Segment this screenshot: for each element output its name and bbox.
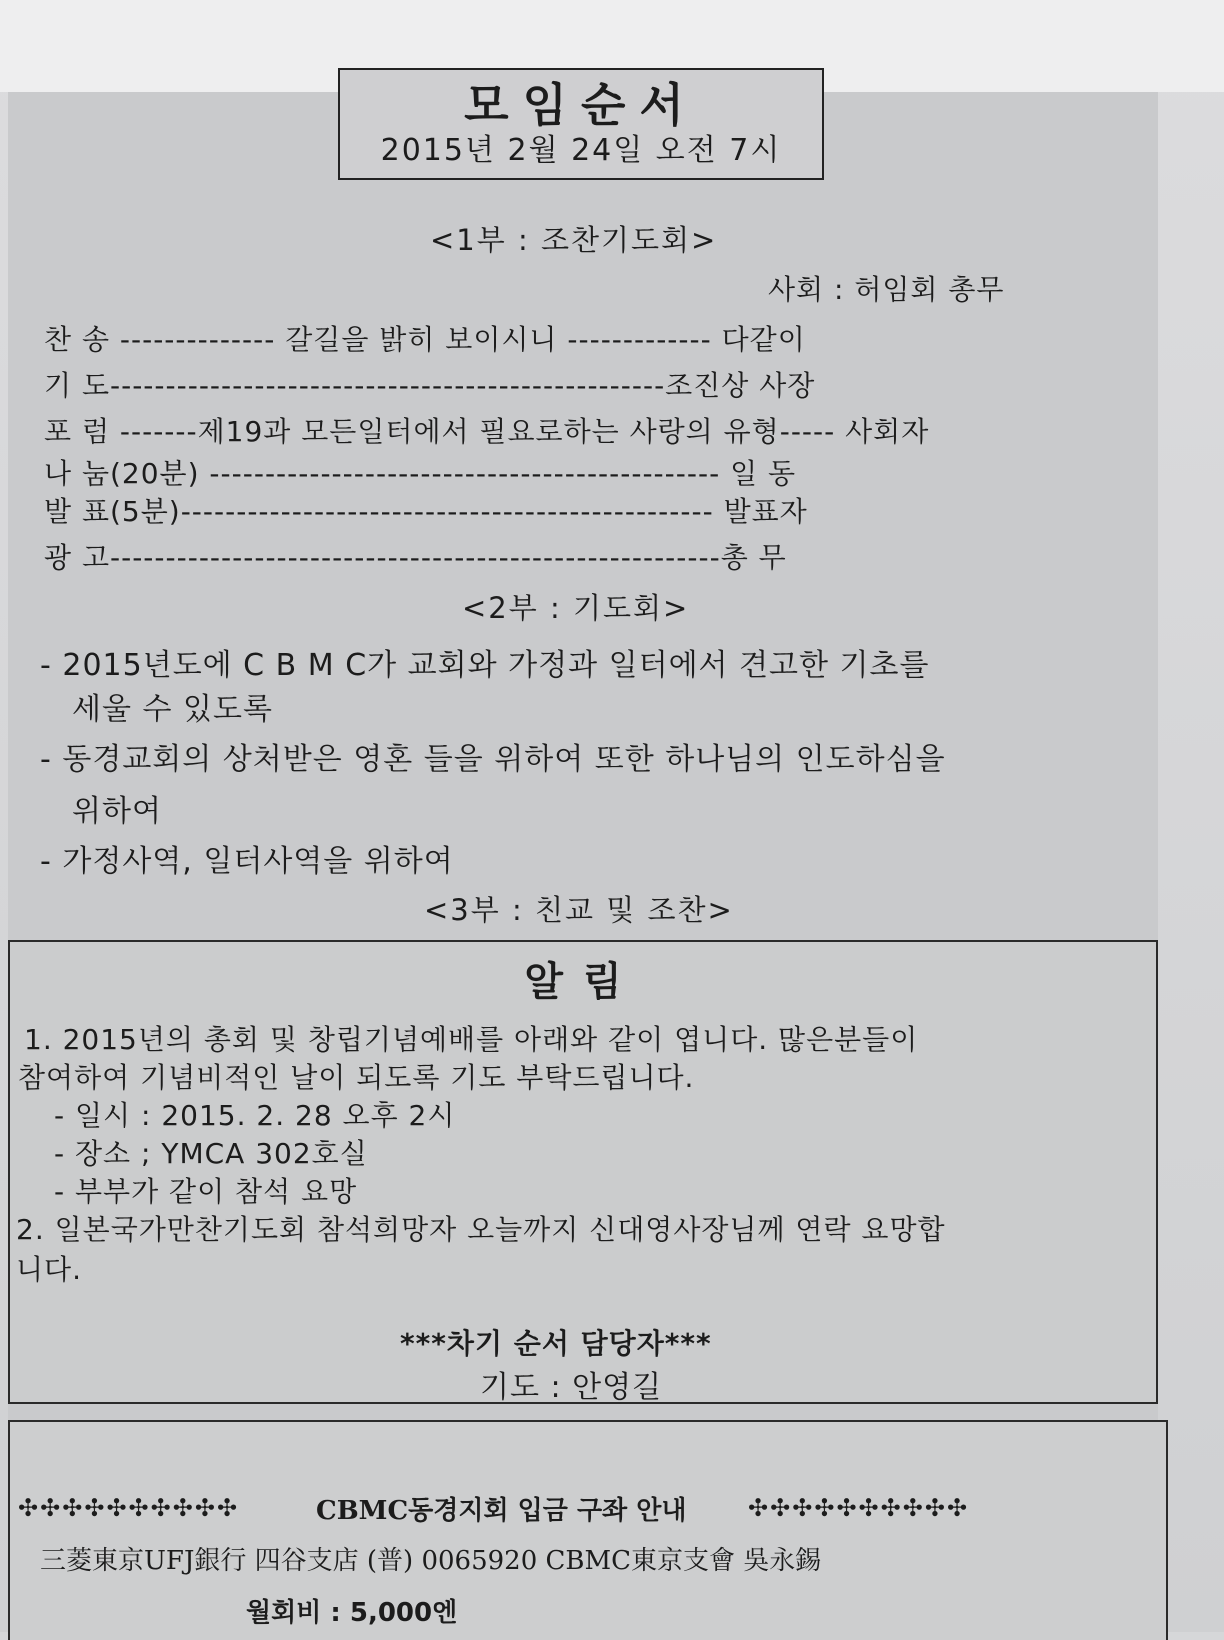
program-row-announcement: 광 고-------------------------------------------------------총 무 — [44, 541, 787, 574]
part1-heading: <1부 : 조찬기도회> — [430, 223, 718, 257]
notice-line: - 일시 : 2015. 2. 28 오후 2시 — [54, 1099, 456, 1132]
notice-line: - 장소 ; YMCA 302호실 — [54, 1137, 368, 1170]
notice-line: - 부부가 같이 참석 요망 — [54, 1175, 358, 1208]
title-box — [338, 68, 824, 180]
notice-heading: 알림 — [524, 959, 642, 1005]
prayer-item: - 가정사역, 일터사역을 위하여 — [40, 844, 454, 879]
ornament-left: ✣✣✣✣✣✣✣✣✣✣ — [18, 1494, 240, 1522]
program-row-presentation: 발 표(5분)------------------------------------------------ 발표자 — [44, 495, 808, 528]
notice-box — [8, 940, 1158, 1404]
monthly-fee: 월회비 : 5,000엔 — [246, 1598, 458, 1628]
notice-line: 참여하여 기념비적인 날이 되도록 기도 부탁드립니다. — [18, 1061, 695, 1094]
bank-info-box — [8, 1420, 1168, 1640]
prayer-item: - 동경교회의 상처받은 영혼 들을 위하여 또한 하나님의 인도하심을 — [40, 742, 946, 777]
part3-heading: <3부 : 친교 및 조찬> — [424, 893, 734, 927]
next-duty-title: ***차기 순서 담당자*** — [400, 1327, 712, 1360]
notice-line: 니다. — [16, 1253, 82, 1286]
meeting-date: 2015년 2월 24일 오전 7시 — [380, 133, 782, 168]
notice-line: 2. 일본국가만찬기도회 참석희망자 오늘까지 신대영사장님께 연락 요망합 — [16, 1213, 946, 1246]
bank-heading: CBMC동경지회 입금 구좌 안내 — [316, 1496, 687, 1526]
next-duty-prayer: 기도 : 안영길 — [480, 1370, 663, 1405]
program-row-hymn: 찬 송 -------------- 갈길을 밝히 보이시니 ------------- 다같이 — [44, 323, 806, 356]
bank-account: 三菱東京UFJ銀行 四谷支店 (普) 0065920 CBMC東京支會 吳永錫 — [40, 1546, 822, 1576]
prayer-item-cont: 위하여 — [72, 794, 162, 829]
page-title: 모임순서 — [464, 78, 698, 132]
part2-heading: <2부 : 기도회> — [462, 591, 690, 625]
prayer-item-cont: 세울 수 있도록 — [72, 692, 273, 727]
program-row-prayer: 기 도--------------------------------------------------조진상 사장 — [44, 369, 816, 402]
program-row-forum: 포 럼 -------제19과 모든일터에서 필요로하는 사랑의 유형----- 사회자 — [44, 415, 930, 448]
moderator: 사회 : 허임회 총무 — [768, 273, 1005, 306]
prayer-item: - 2015년도에 C B M C가 교회와 가정과 일터에서 견고한 기초를 — [40, 648, 930, 683]
program-row-sharing: 나 눔(20분) ---------------------------------------------- 일 동 — [44, 457, 797, 490]
notice-line: 1. 2015년의 총회 및 창립기념예배를 아래와 같이 엽니다. 많은분들이 — [24, 1023, 919, 1056]
ornament-right: ✣✣✣✣✣✣✣✣✣✣ — [748, 1494, 970, 1522]
